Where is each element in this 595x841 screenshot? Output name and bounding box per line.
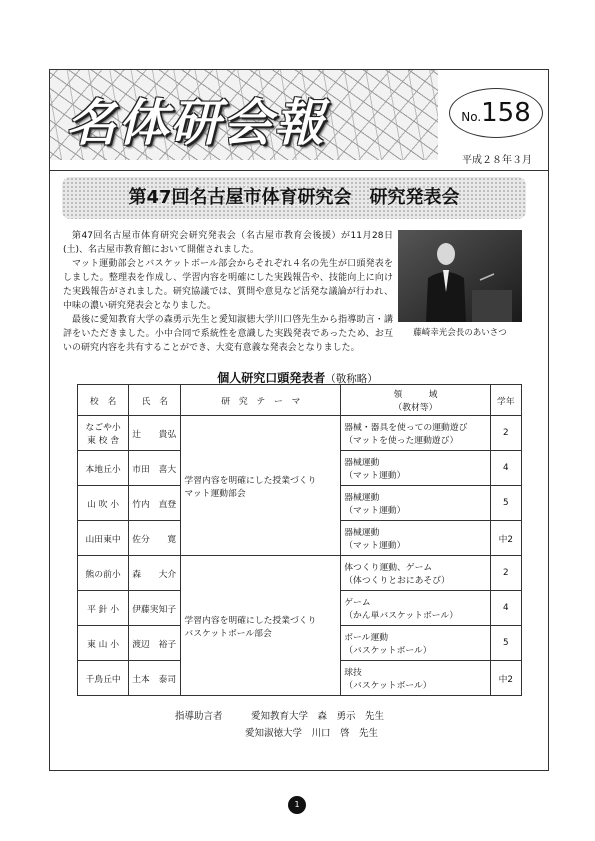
header-area-label: 領 域 [393, 390, 438, 400]
cell-name: 伊藤実知子 [129, 591, 181, 626]
advisors-label: 指導助言者 [175, 711, 223, 722]
advisor-line [175, 725, 384, 742]
cell-school: 本地丘小 [78, 451, 129, 486]
cell-grade: 4 [490, 451, 521, 486]
cell-name: 佐分 寛 [129, 521, 181, 556]
header-theme: 研 究 テ ー マ [181, 385, 341, 416]
advisor-name: 愛知淑徳大学 川口 啓 先生 [245, 728, 379, 739]
table-row [78, 556, 522, 591]
header-area [341, 385, 490, 416]
cell-name: 辻 貴弘 [129, 416, 181, 451]
table-body [78, 416, 522, 696]
cell-grade: 5 [490, 626, 521, 661]
cell-grade: 5 [490, 486, 521, 521]
issue-date: 平成２８年３月 [462, 155, 532, 166]
table-title-text: 個人研究口頭発表者 [217, 371, 326, 385]
cell-grade: 4 [490, 591, 521, 626]
issue-label: No. [461, 110, 482, 124]
header-school: 校 名 [78, 385, 129, 416]
cell-area: 体つくり運動、ゲーム （体つくりとおにあそび） [341, 556, 490, 591]
cell-grade: 2 [490, 556, 521, 591]
cell-school: 山 吹 小 [78, 486, 129, 521]
cell-school: 東 山 小 [78, 626, 129, 661]
cell-school: 平 針 小 [78, 591, 129, 626]
cell-grade: 2 [490, 416, 521, 451]
presenters-table [77, 384, 522, 696]
table-title-note: （敬称略） [325, 373, 378, 385]
intro-paragraph: 第47回名古屋市体育研究会研究発表会（名古屋市教育会後援）が11月28日(土)、名古屋市教育館において開催されました。 [63, 231, 393, 255]
table-header-row [78, 385, 522, 416]
issue-badge [449, 88, 543, 138]
cell-area: ゲーム （かん単バスケットボール） [341, 591, 490, 626]
cell-area: 器械運動 （マット運動） [341, 521, 490, 556]
issue-number: 158 [481, 98, 531, 128]
page-number: 1 [288, 796, 306, 814]
header-grade: 学年 [490, 385, 521, 416]
cell-grade: 中2 [490, 521, 521, 556]
header-name: 氏 名 [129, 385, 181, 416]
table-row [78, 416, 522, 451]
cell-name: 渡辺 裕子 [129, 626, 181, 661]
cell-school: 山田東中 [78, 521, 129, 556]
masthead-rule [50, 170, 548, 171]
cell-area: 球技 （バスケットボール） [341, 661, 490, 696]
cell-name: 竹内 直登 [129, 486, 181, 521]
intro-paragraph: マット運動部会とバスケットボール部会からそれぞれ４名の先生が口頭発表をしました。整理表を作成し、学習内容を明確にした実践報告や、技能向上に向けた実践報告がされました。研究協議では、質問や意見など活発な議論が行われ、中味の濃い研究発表会となりました。 [63, 259, 393, 311]
cell-area: 器械運動 （マット運動） [341, 486, 490, 521]
banner-title: 第47回名古屋市体育研究会 研究発表会 [128, 187, 460, 208]
cell-school: 熊の前小 [78, 556, 129, 591]
masthead-title: 名体研会報 [66, 94, 326, 152]
advisor-line [175, 708, 384, 725]
cell-theme: 学習内容を明確にした授業づくり バスケットボール部会 [181, 556, 341, 696]
speaker-photo [398, 230, 522, 322]
cell-name: 土本 泰司 [129, 661, 181, 696]
intro-text [63, 229, 393, 355]
intro-paragraph: 最後に愛知教育大学の森勇示先生と愛知淑徳大学川口啓先生から指導助言・講評をいただきました。小中合同で系統性を意識した実践発表であったため、お互いの研究内容を共有することができ、大変有意義な発表会となりました。 [63, 315, 393, 353]
cell-grade: 中2 [490, 661, 521, 696]
cell-area: ボール運動 （バスケットボール） [341, 626, 490, 661]
speaker-photo-image [398, 230, 522, 322]
cell-area: 器械・器具を使っての運動遊び （マットを使った運動遊び） [341, 416, 490, 451]
header-area-sub: （教材等） [393, 403, 438, 413]
cell-school: なごや小 東 校 舎 [78, 416, 129, 451]
cell-school: 千鳥丘中 [78, 661, 129, 696]
cell-name: 森 大介 [129, 556, 181, 591]
cell-area: 器械運動 （マット運動） [341, 451, 490, 486]
advisors [175, 708, 384, 742]
cell-name: 市田 喜大 [129, 451, 181, 486]
cell-theme: 学習内容を明確にした授業づくり マット運動部会 [181, 416, 341, 556]
photo-caption: 藤崎幸光会長のあいさつ [413, 328, 507, 338]
advisor-name: 愛知教育大学 森 勇示 先生 [251, 711, 385, 722]
